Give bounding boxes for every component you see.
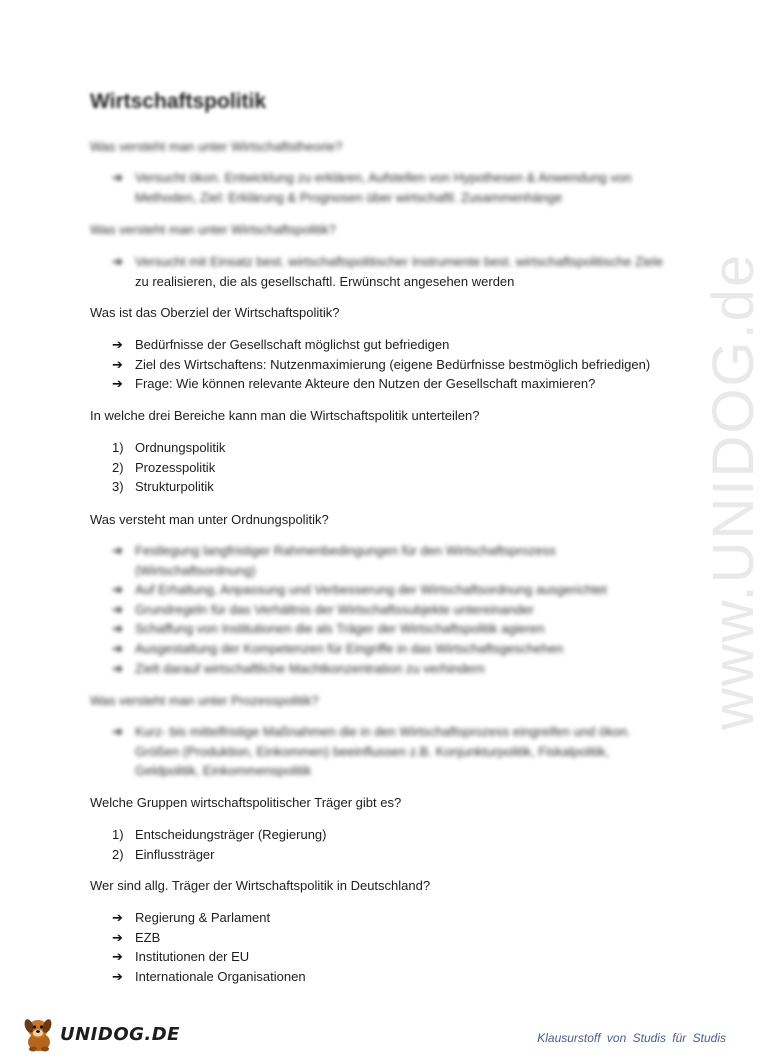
list-item-text: Methoden, Ziel: Erklärung & Prognosen über wirtschaftl. Zusammenhänge [135,189,563,205]
arrow-icon: ➔ [112,543,123,558]
list-item [112,967,672,987]
arrow-icon: ➔ [112,376,123,392]
list-number: 3) [112,479,124,495]
list-item-text: Entscheidungsträger (Regierung) [135,827,327,842]
list-item-text: Zielt darauf wirtschaftliche Machtkonzentration zu verhindern [135,660,485,676]
list-item-text: (Wirtschaftsordnung) [135,562,256,578]
answer-list-carriers-germany [112,908,672,986]
list-item-text: Ausgestaltung der Kompetenzen für Eingriffe in das Wirtschaftsgeschehen [135,640,564,656]
list-item [112,639,672,659]
page-title: Wirtschaftspolitik [90,90,266,113]
arrow-icon: ➔ [112,582,123,598]
list-item [112,825,672,845]
list-item-text: Festlegung langfristiger Rahmenbedingungen für den Wirtschaftsprozess [135,543,556,558]
list-item-text: Ziel des Wirtschaftens: Nutzenmaximierung (eigene Bedürfnisse bestmöglich befriedigen) [135,356,651,372]
question-ordnungspolitik: Was versteht man unter Ordnungspolitik? [90,512,329,527]
list-item [112,659,672,679]
list-item-text: Frage: Wie können relevante Akteure den Nutzen der Gesellschaft maximieren? [135,376,596,392]
list-item [112,761,672,781]
list-item-text: Auf Erhaltung, Anpassung und Verbesserung der Wirtschaftsordnung ausgerichtet [135,582,607,598]
list-item-text: Prozesspolitik [135,459,216,475]
list-item-text: zu realisieren, die als gesellschaftl. Erwünscht angesehen werden [135,273,515,289]
list-item [112,561,672,581]
list-item [112,477,672,497]
list-item [112,908,672,928]
list-item-text: Kurz- bis mittelfristige Maßnahmen die in den Wirtschaftsprozess eingreifen und ökon. [135,724,631,739]
list-item-text: Internationale Organisationen [135,968,306,984]
list-number: 2) [112,459,124,475]
list-item-text: Größen (Produktion, Einkommen) beeinflussen z.B. Konjunkturpolitik, Fiskalpolitik, [135,743,609,759]
answer-list-ordnungspolitik [112,541,672,678]
list-item-text: Strukturpolitik [135,479,214,495]
list-item [112,947,672,967]
list-item [112,335,672,355]
list-number: 1) [112,827,124,842]
list-item-text: Geldpolitik, Einkommenspolitik [135,763,312,779]
list-number: 2) [112,846,124,862]
arrow-icon: ➔ [112,660,123,676]
question-three-areas: In welche drei Bereiche kann man die Wirtschaftspolitik unterteilen? [90,408,480,423]
question-theory: Was versteht man unter Wirtschaftstheorie? [90,139,343,154]
list-item [112,619,672,639]
arrow-icon: ➔ [112,170,123,185]
arrow-icon: ➔ [112,910,123,925]
arrow-icon: ➔ [112,724,123,739]
arrow-icon: ➔ [112,640,123,656]
list-item [112,541,672,561]
list-item [112,188,672,208]
arrow-icon: ➔ [112,929,123,945]
question-groups: Welche Gruppen wirtschaftspolitischer Träger gibt es? [90,795,402,810]
list-number: 1) [112,440,124,455]
question-carriers-germany: Wer sind allg. Träger der Wirtschaftspolitik in Deutschland? [90,878,431,893]
list-item [112,374,672,394]
list-item-text: Einflussträger [135,846,215,862]
arrow-icon: ➔ [112,337,123,352]
list-item [112,252,672,272]
list-item-text: Bedürfnisse der Gesellschaft möglichst gut befriedigen [135,337,450,352]
list-item [112,742,672,762]
footer-tagline: Klausurstoff von Studis für Studis [537,1031,726,1045]
list-item [112,272,672,292]
list-item [112,355,672,375]
question-prozesspolitik: Was versteht man unter Prozesspolitik? [90,693,319,708]
list-item [112,168,672,188]
footer-logo [22,1014,180,1054]
list-item [112,458,672,478]
answer-list-main-goal [112,335,672,394]
arrow-icon: ➔ [112,356,123,372]
answer-list-three-areas [112,438,672,497]
watermark: www.UNIDOG.de [701,252,766,730]
logo-text: UNIDOG.DE [60,1023,180,1045]
list-item [112,600,672,620]
list-item-text: EZB [135,929,161,945]
list-item-text: Grundregeln für das Verhältnis der Wirtschaftssubjekte untereinander [135,601,534,617]
arrow-icon: ➔ [112,949,123,965]
list-item [112,722,672,742]
list-item-text: Versucht mit Einsatz best. wirtschaftspolitischer Instrumente best. wirtschaftspolitische Ziele [135,254,664,269]
answer-list-theory [112,168,672,207]
list-item-text: Regierung & Parlament [135,910,271,925]
question-main-goal: Was ist das Oberziel der Wirtschaftspolitik? [90,305,340,320]
arrow-icon: ➔ [112,254,123,269]
answer-list-policy [112,252,672,291]
list-item [112,580,672,600]
dog-mascot-icon [22,1015,56,1053]
list-item-text: Versucht ökon. Entwicklung zu erklären, Aufstellen von Hypothesen & Anwendung von [135,170,632,185]
list-item-text: Ordnungspolitik [135,440,226,455]
list-item-text: Schaffung von Institutionen die als Träger der Wirtschaftspolitik agieren [135,621,545,637]
answer-list-prozesspolitik [112,722,672,781]
list-item [112,928,672,948]
list-item [112,438,672,458]
answer-list-groups [112,825,672,864]
arrow-icon: ➔ [112,968,123,984]
question-policy: Was versteht man unter Wirtschaftspolitik? [90,222,336,237]
arrow-icon: ➔ [112,621,123,637]
arrow-icon: ➔ [112,601,123,617]
list-item [112,845,672,865]
list-item-text: Institutionen der EU [135,949,250,965]
